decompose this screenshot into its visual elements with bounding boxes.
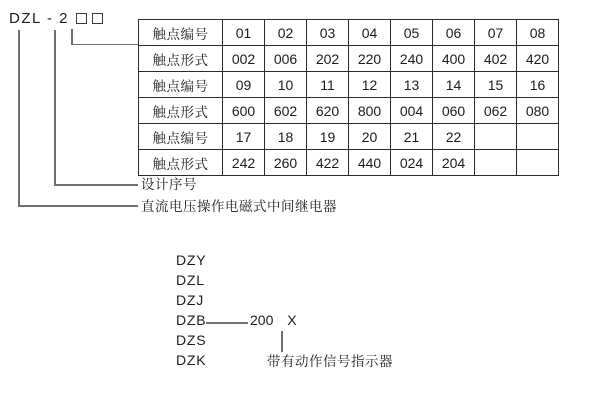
value-cell: 16 xyxy=(517,72,559,98)
model-code-text: DZL - 2 xyxy=(9,10,69,27)
row-label-cell: 触点编号 xyxy=(139,124,223,150)
value-cell: 242 xyxy=(223,150,265,176)
model-series-list xyxy=(176,250,206,370)
value-cell: 03 xyxy=(307,20,349,46)
model-series-item-dzl: DZL xyxy=(176,272,205,288)
value-cell: 024 xyxy=(391,150,433,176)
relay-description-label: 直流电压操作电磁式中间继电器 xyxy=(141,199,337,214)
value-cell: 11 xyxy=(307,72,349,98)
value-cell: 060 xyxy=(433,98,475,124)
value-cell xyxy=(475,150,517,176)
value-cell: 440 xyxy=(349,150,391,176)
value-cell: 18 xyxy=(265,124,307,150)
value-cell: 220 xyxy=(349,46,391,72)
serial-callout-horizontal-line xyxy=(54,184,138,186)
dzb-variant-suffix: X xyxy=(287,312,297,328)
indicator-connector-line xyxy=(281,331,283,352)
model-series-item-dzj: DZJ xyxy=(176,292,205,308)
design-serial-label: 设计序号 xyxy=(141,177,197,192)
serial-callout-vertical-line xyxy=(54,30,56,185)
value-cell: 602 xyxy=(265,98,307,124)
value-cell: 002 xyxy=(223,46,265,72)
value-cell: 02 xyxy=(265,20,307,46)
value-cell: 080 xyxy=(517,98,559,124)
dzb-variant-number: 200 xyxy=(250,312,274,328)
value-cell: 19 xyxy=(307,124,349,150)
table-row xyxy=(139,98,559,124)
value-cell: 422 xyxy=(307,150,349,176)
table-row xyxy=(139,150,559,176)
value-cell: 004 xyxy=(391,98,433,124)
value-cell: 240 xyxy=(391,46,433,72)
value-cell: 01 xyxy=(223,20,265,46)
value-cell: 22 xyxy=(433,124,475,150)
value-cell: 09 xyxy=(223,72,265,98)
value-cell: 420 xyxy=(517,46,559,72)
value-cell: 400 xyxy=(433,46,475,72)
value-cell: 10 xyxy=(265,72,307,98)
indicator-note: 带有动作信号指示器 xyxy=(267,354,393,369)
value-cell: 14 xyxy=(433,72,475,98)
dzb-connector-line xyxy=(206,322,248,324)
value-cell xyxy=(517,150,559,176)
table-callout-horizontal-line xyxy=(71,44,138,46)
model-series-item-dzk: DZK xyxy=(176,352,207,368)
value-cell: 21 xyxy=(391,124,433,150)
row-label-cell: 触点形式 xyxy=(139,150,223,176)
contact-table xyxy=(138,19,559,176)
value-cell: 402 xyxy=(475,46,517,72)
relay-callout-vertical-line xyxy=(18,30,20,206)
row-label-cell: 触点形式 xyxy=(139,98,223,124)
row-label-cell: 触点形式 xyxy=(139,46,223,72)
value-cell: 05 xyxy=(391,20,433,46)
contact-table-body xyxy=(139,20,559,176)
value-cell: 800 xyxy=(349,98,391,124)
value-cell: 202 xyxy=(307,46,349,72)
table-row xyxy=(139,20,559,46)
value-cell xyxy=(517,124,559,150)
value-cell: 260 xyxy=(265,150,307,176)
value-cell: 07 xyxy=(475,20,517,46)
model-series-item-dzs: DZS xyxy=(176,332,207,348)
value-cell: 12 xyxy=(349,72,391,98)
row-label-cell: 触点编号 xyxy=(139,20,223,46)
model-series-item-dzb: DZB xyxy=(176,312,207,328)
value-cell: 17 xyxy=(223,124,265,150)
value-cell: 08 xyxy=(517,20,559,46)
value-cell: 006 xyxy=(265,46,307,72)
value-cell: 13 xyxy=(391,72,433,98)
value-cell: 600 xyxy=(223,98,265,124)
model-code xyxy=(9,10,103,27)
model-series-item-dzy: DZY xyxy=(176,252,207,268)
value-cell: 04 xyxy=(349,20,391,46)
value-cell: 620 xyxy=(307,98,349,124)
table-row xyxy=(139,124,559,150)
value-cell: 062 xyxy=(475,98,517,124)
table-row xyxy=(139,72,559,98)
dzb-variant xyxy=(250,310,297,330)
relay-callout-horizontal-line xyxy=(18,205,138,207)
value-cell: 20 xyxy=(349,124,391,150)
row-label-cell: 触点编号 xyxy=(139,72,223,98)
placeholder-box-2 xyxy=(92,13,103,24)
value-cell: 15 xyxy=(475,72,517,98)
table-row xyxy=(139,46,559,72)
value-cell xyxy=(475,124,517,150)
value-cell: 06 xyxy=(433,20,475,46)
value-cell: 204 xyxy=(433,150,475,176)
placeholder-box-1 xyxy=(76,13,87,24)
